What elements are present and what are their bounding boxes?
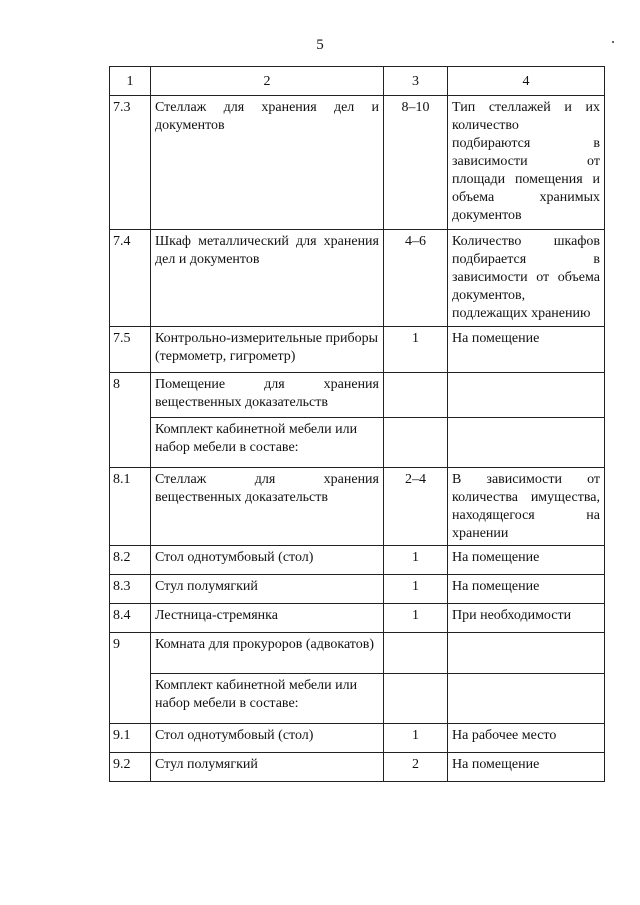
item-name: Стеллаж для хранения вещественных доказательств [151, 468, 384, 546]
item-note: На рабочее место [448, 724, 605, 753]
item-note: Количество шкафов подбирается в зависимости от объема документов, подлежащих хранению [448, 230, 605, 327]
equipment-table [109, 66, 605, 782]
table-row [110, 327, 605, 373]
item-note: На помещение [448, 546, 605, 575]
item-note: На помещение [448, 575, 605, 604]
row-number: 7.3 [110, 96, 151, 230]
table-row [110, 373, 605, 418]
row-number: 8.2 [110, 546, 151, 575]
item-name: Лестница-стремянка [151, 604, 384, 633]
table-row [110, 575, 605, 604]
table-row [110, 633, 605, 674]
row-number: 9.2 [110, 753, 151, 782]
item-name: Шкаф металлический для хранения дел и документов [151, 230, 384, 327]
table-row [110, 230, 605, 327]
row-number: 8 [110, 373, 151, 468]
row-number: 8.3 [110, 575, 151, 604]
empty-cell [448, 633, 605, 674]
empty-cell [384, 674, 448, 724]
item-quantity: 2–4 [384, 468, 448, 546]
table-row [110, 96, 605, 230]
row-number: 9 [110, 633, 151, 724]
table-row [110, 418, 605, 468]
item-note: В зависимости от количества имущества, находящегося на хранении [448, 468, 605, 546]
row-number: 7.4 [110, 230, 151, 327]
item-quantity: 8–10 [384, 96, 448, 230]
item-quantity: 1 [384, 604, 448, 633]
item-note: На помещение [448, 753, 605, 782]
item-quantity: 1 [384, 327, 448, 373]
section-title: Помещение для хранения вещественных доказательств [151, 373, 384, 418]
section-subtitle: Комплект кабинетной мебели или набор мебели в составе: [151, 674, 384, 724]
empty-cell [448, 418, 605, 468]
item-note: Тип стеллажей и их количество подбираются в зависимости от площади помещения и объема хранимых документов [448, 96, 605, 230]
empty-cell [448, 674, 605, 724]
section-title: Комната для прокуроров (адвокатов) [151, 633, 384, 674]
empty-cell [384, 373, 448, 418]
table-header-row [110, 67, 605, 96]
table-row [110, 604, 605, 633]
header-col-4: 4 [448, 67, 605, 96]
table-row [110, 724, 605, 753]
item-note: На помещение [448, 327, 605, 373]
item-quantity: 2 [384, 753, 448, 782]
row-number: 7.5 [110, 327, 151, 373]
header-col-1: 1 [110, 67, 151, 96]
header-col-3: 3 [384, 67, 448, 96]
item-name: Контрольно-измерительные приборы (термометр, гигрометр) [151, 327, 384, 373]
page-number: 5 [316, 37, 324, 53]
table-row [110, 753, 605, 782]
scan-mark [612, 41, 614, 43]
item-quantity: 4–6 [384, 230, 448, 327]
table-row [110, 468, 605, 546]
empty-cell [384, 633, 448, 674]
item-name: Стул полумягкий [151, 575, 384, 604]
item-quantity: 1 [384, 575, 448, 604]
item-quantity: 1 [384, 724, 448, 753]
row-number: 8.1 [110, 468, 151, 546]
item-quantity: 1 [384, 546, 448, 575]
item-name: Стол однотумбовый (стол) [151, 546, 384, 575]
item-note: При необходимости [448, 604, 605, 633]
empty-cell [384, 418, 448, 468]
section-subtitle: Комплект кабинетной мебели или набор мебели в составе: [151, 418, 384, 468]
table-row [110, 674, 605, 724]
row-number: 8.4 [110, 604, 151, 633]
item-name: Стул полумягкий [151, 753, 384, 782]
item-name: Стол однотумбовый (стол) [151, 724, 384, 753]
empty-cell [448, 373, 605, 418]
table-row [110, 546, 605, 575]
header-col-2: 2 [151, 67, 384, 96]
item-name: Стеллаж для хранения дел и документов [151, 96, 384, 230]
row-number: 9.1 [110, 724, 151, 753]
